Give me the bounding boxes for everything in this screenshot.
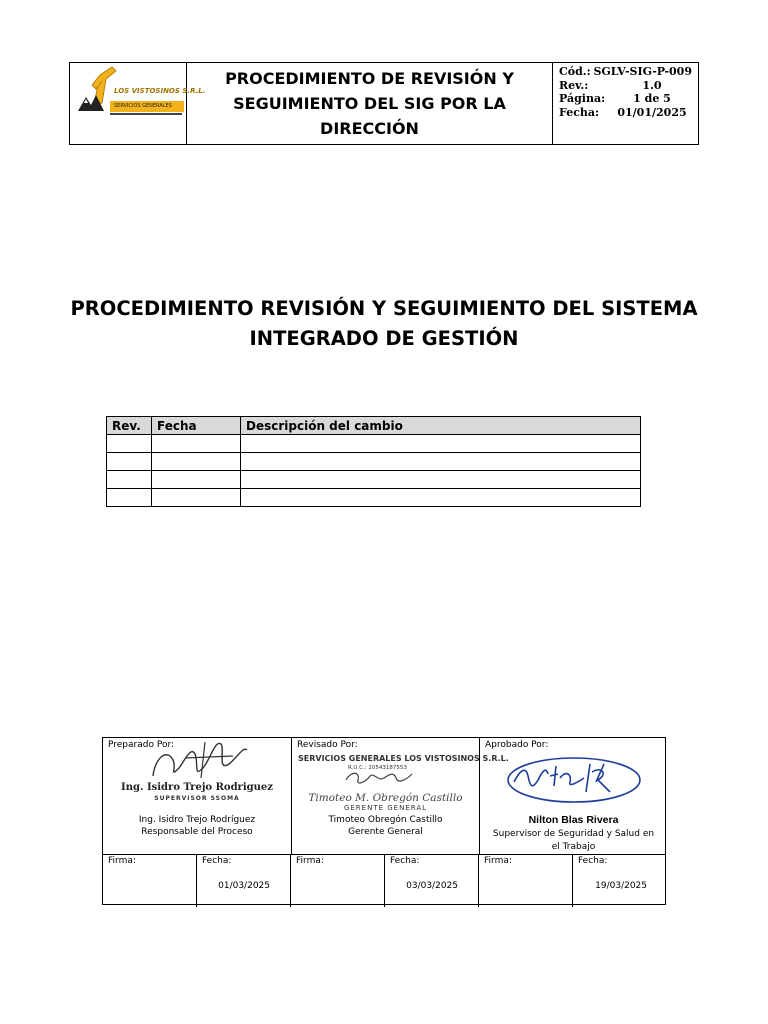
page-row — [559, 92, 692, 106]
table-row — [107, 489, 641, 507]
reviewed-stamp-company: SERVICIOS GENERALES LOS VISTOSINOS S.R.L. — [298, 754, 509, 763]
approved-by-section — [480, 738, 667, 854]
code-label: Cód.: — [559, 65, 591, 78]
firma-cell — [103, 855, 197, 907]
signature-prepared-icon — [133, 738, 273, 786]
revision-value: 1.0 — [642, 78, 662, 92]
table-cell — [107, 435, 152, 453]
firma-label: Firma: — [484, 856, 512, 866]
fecha-value: 19/03/2025 — [595, 881, 647, 891]
table-cell — [152, 435, 241, 453]
code-row — [559, 65, 692, 79]
table-cell — [241, 435, 641, 453]
reviewed-by-label: Revisado Por: — [297, 740, 358, 750]
reviewed-role: Gerente General — [348, 827, 423, 837]
revision-label: Rev.: — [559, 78, 589, 92]
logo-company-name: LOS VISTOSINOS S.R.L. — [114, 87, 206, 95]
column-header-rev: Rev. — [107, 417, 152, 435]
fecha-value: 03/03/2025 — [406, 881, 458, 891]
table-cell — [107, 489, 152, 507]
signature-table — [102, 737, 666, 905]
table-cell — [152, 453, 241, 471]
page-label: Página: — [559, 92, 606, 105]
date-value: 01/01/2025 — [617, 105, 687, 119]
table-cell — [241, 489, 641, 507]
table-cell — [241, 471, 641, 489]
prepared-role: Responsable del Proceso — [141, 827, 253, 837]
prepared-by-label: Preparado Por: — [108, 740, 175, 750]
fecha-label: Fecha: — [578, 856, 608, 866]
reviewed-stamp-role: GERENTE GENERAL — [343, 804, 428, 812]
document-header — [69, 62, 699, 145]
table-row — [107, 471, 641, 489]
table-row — [107, 453, 641, 471]
approved-by-label: Aprobado Por: — [485, 740, 549, 750]
prepared-stamp-role: SUPERVISOR SSOMA — [154, 795, 240, 802]
fecha-cell — [573, 855, 667, 907]
prepared-name: Ing. Isidro Trejo Rodríguez — [138, 815, 256, 825]
fecha-label: Fecha: — [390, 856, 420, 866]
code-value: SGLV-SIG-P-009 — [593, 65, 692, 78]
table-cell — [107, 471, 152, 489]
firma-cell — [291, 855, 385, 907]
revision-row — [559, 79, 692, 93]
column-header-date: Fecha — [152, 417, 241, 435]
firma-label: Firma: — [296, 856, 324, 866]
column-header-description: Descripción del cambio — [241, 417, 641, 435]
table-cell — [241, 453, 641, 471]
table-header-row — [107, 417, 641, 435]
approved-name: Nilton Blas Rivera — [528, 814, 619, 826]
fecha-label: Fecha: — [202, 856, 232, 866]
company-logo — [70, 63, 206, 144]
reviewed-name: Timoteo Obregón Castillo — [328, 815, 443, 825]
signature-reviewed-icon — [342, 766, 422, 788]
approved-role: Supervisor de Seguridad y Salud en el Trabajo — [492, 829, 655, 852]
fecha-cell — [385, 855, 479, 907]
document-title: PROCEDIMIENTO DE REVISIÓN Y SEGUIMIENTO DEL SIG POR LA DIRECCIÓN — [187, 63, 553, 144]
prepared-by-section — [103, 738, 291, 854]
fecha-cell — [197, 855, 291, 907]
date-row — [559, 106, 692, 120]
fecha-value: 01/03/2025 — [218, 881, 270, 891]
firma-label: Firma: — [108, 856, 136, 866]
reviewed-by-section — [292, 738, 509, 854]
page-value: 1 de 5 — [633, 92, 671, 105]
reviewed-stamp-ruc: R.U.C.: 20543187553 — [348, 765, 407, 771]
logo-tagline: SERVICIOS GENERALES — [114, 102, 172, 109]
prepared-stamp-name: Ing. Isidro Trejo Rodriguez — [121, 782, 273, 793]
main-title: PROCEDIMIENTO REVISIÓN Y SEGUIMIENTO DEL SISTEMA INTEGRADO DE GESTIÓN — [70, 297, 698, 350]
reviewed-stamp-name: Timoteo M. Obregón Castillo — [308, 792, 463, 804]
firma-fecha-row — [103, 854, 665, 907]
signature-approved-icon — [498, 752, 648, 808]
firma-cell — [479, 855, 573, 907]
document-codes — [553, 63, 698, 144]
table-cell — [107, 453, 152, 471]
date-label: Fecha: — [559, 105, 600, 119]
table-cell — [152, 471, 241, 489]
table-row — [107, 435, 641, 453]
table-cell — [152, 489, 241, 507]
revision-table — [106, 416, 641, 507]
